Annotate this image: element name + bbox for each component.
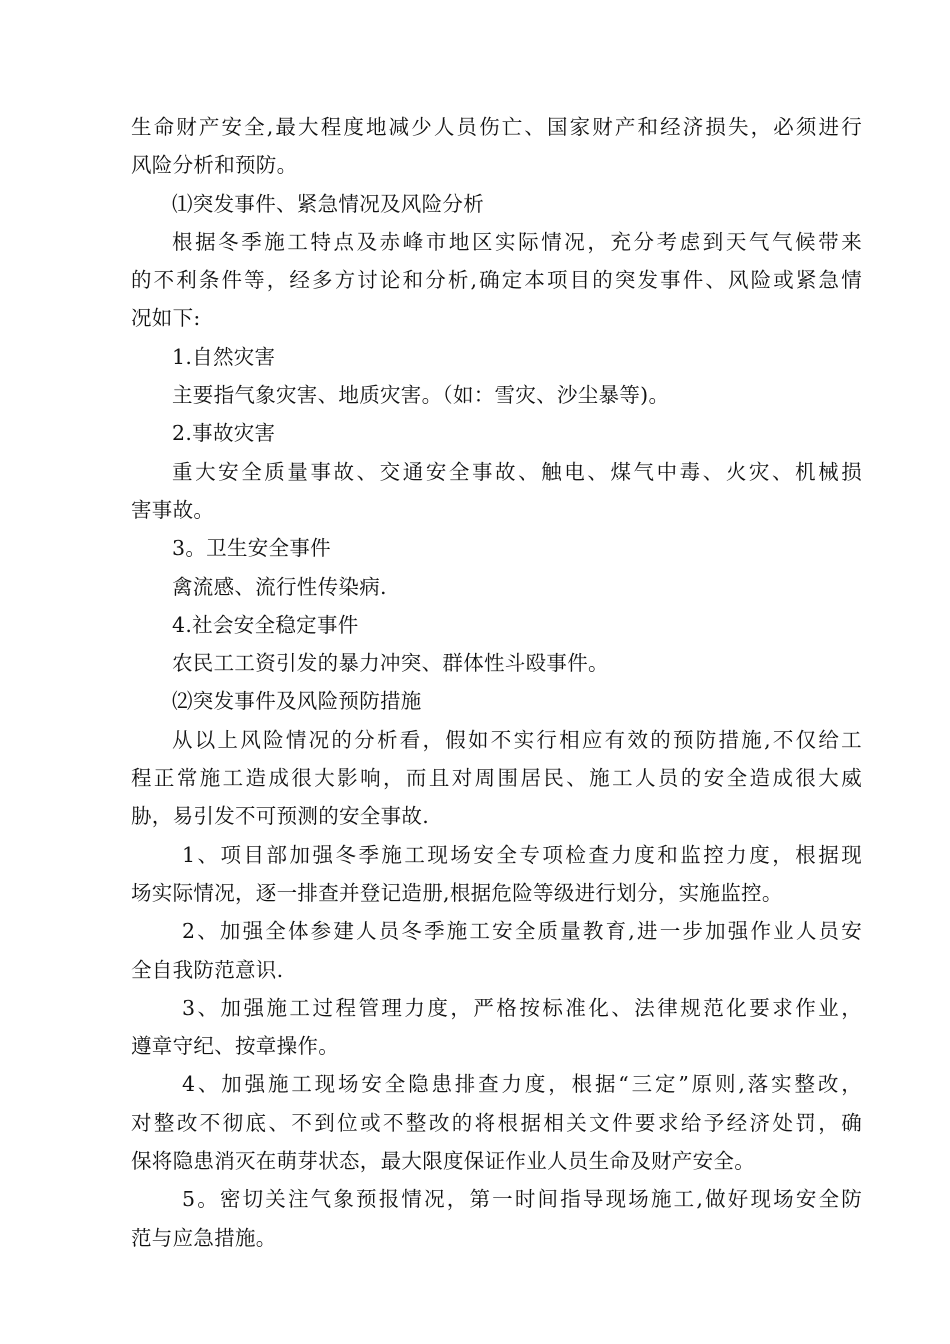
text-line: 2、加强全体参建人员冬季施工安全质量教育,进一步加强作业人员安 xyxy=(182,919,862,944)
paragraph xyxy=(131,108,862,185)
paragraph xyxy=(131,223,862,338)
text-line: 1、项目部加强冬季施工现场安全专项检查力度和监控力度，根据现 xyxy=(182,842,862,867)
text-line: 4、加强施工现场安全隐患排查力度，根据“三定”原则,落实整改， xyxy=(182,1072,862,1097)
paragraph xyxy=(131,912,862,989)
text-line: 对整改不彻底、不到位或不整改的将根据相关文件要求给予经济处罚，确 xyxy=(131,1110,862,1135)
text-line: 3、加强施工过程管理力度，严格按标准化、法律规范化要求作业， xyxy=(182,995,862,1020)
paragraph xyxy=(131,529,862,567)
paragraph xyxy=(131,185,862,223)
paragraph xyxy=(131,836,862,913)
paragraph xyxy=(131,644,862,682)
text-line: 场实际情况，逐一排查并登记造册,根据危险等级进行划分，实施监控。 xyxy=(131,880,783,905)
paragraph xyxy=(131,682,862,720)
text-line: 风险分析和预防。 xyxy=(131,153,298,178)
paragraph xyxy=(131,1065,862,1180)
text-line: 范与应急措施。 xyxy=(131,1225,277,1250)
text-line: 全自我防范意识. xyxy=(131,957,284,982)
paragraph xyxy=(131,606,862,644)
text-line: 程正常施工造成很大影响，而且对周围居民、施工人员的安全造成很大威 xyxy=(131,766,862,791)
paragraph xyxy=(131,989,862,1066)
paragraph xyxy=(131,338,862,376)
paragraph xyxy=(131,721,862,836)
text-line: 保将隐患消灭在萌芽状态，最大限度保证作业人员生命及财产安全。 xyxy=(131,1149,755,1174)
text-line: 5。密切关注气象预报情况，第一时间指导现场施工,做好现场安全防 xyxy=(182,1187,862,1212)
text-line: 4.社会安全稳定事件 xyxy=(172,612,359,637)
text-line: 从以上风险情况的分析看，假如不实行相应有效的预防措施,不仅给工 xyxy=(172,727,862,752)
paragraph xyxy=(131,453,862,530)
text-line: ⑴突发事件、紧急情况及风险分析 xyxy=(172,191,484,216)
body-text xyxy=(131,108,862,1257)
paragraph xyxy=(131,414,862,452)
text-line: 农民工工资引发的暴力冲突、群体性斗殴事件。 xyxy=(172,651,609,676)
text-line: 的不利条件等，经多方讨论和分析,确定本项目的突发事件、风险或紧急情 xyxy=(131,268,862,293)
text-line: 禽流感、流行性传染病. xyxy=(172,574,387,599)
text-line: 重大安全质量事故、交通安全事故、触电、煤气中毒、火灾、机械损 xyxy=(172,459,862,484)
text-line: 害事故。 xyxy=(131,497,215,522)
text-line: 1.自然灾害 xyxy=(172,344,276,369)
text-line: ⑵突发事件及风险预防措施 xyxy=(172,689,422,714)
text-line: 况如下: xyxy=(131,306,201,331)
paragraph xyxy=(131,568,862,606)
text-line: 主要指气象灾害、地质灾害。（如：雪灾、沙尘暴等)。 xyxy=(172,383,670,408)
text-line: 2.事故灾害 xyxy=(172,421,276,446)
text-line: 根据冬季施工特点及赤峰市地区实际情况，充分考虑到天气气候带来 xyxy=(172,229,862,254)
text-line: 遵章守纪、按章操作。 xyxy=(131,1034,339,1059)
text-line: 3。卫生安全事件 xyxy=(172,536,331,561)
paragraph xyxy=(131,376,862,414)
paragraph xyxy=(131,1180,862,1257)
text-line: 胁，易引发不可预测的安全事故. xyxy=(131,804,430,829)
text-line: 生命财产安全,最大程度地减少人员伤亡、国家财产和经济损失，必须进行 xyxy=(131,115,862,139)
